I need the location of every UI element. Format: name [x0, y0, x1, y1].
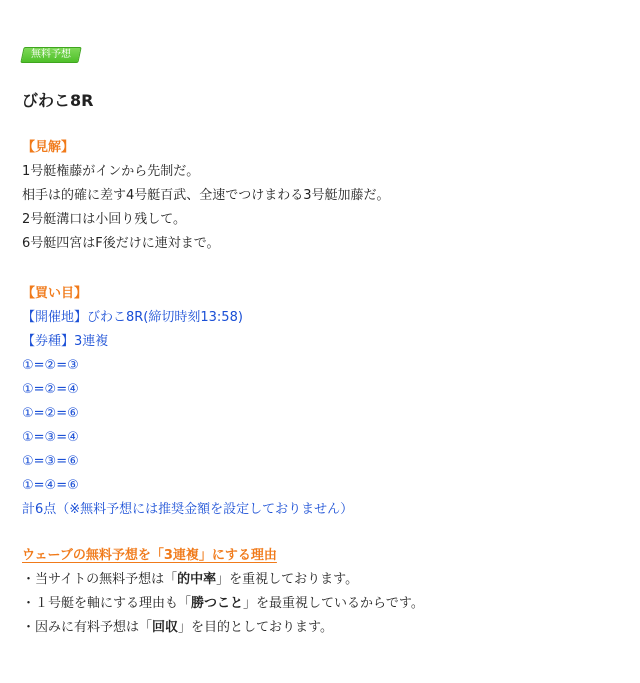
ticket-type: 【券種】3連複: [22, 334, 109, 349]
reason-text: 」を最重視しているからです。: [243, 596, 424, 611]
analysis-heading: 【見解】: [22, 140, 75, 155]
reason-text: ・１号艇を軸にする理由も「: [22, 596, 192, 611]
reason-heading: ウェーブの無料予想を「3連複」にする理由: [22, 548, 277, 563]
reason-text: ・因みに有料予想は「: [22, 620, 153, 635]
reason-emphasis: 勝つこと: [191, 596, 244, 611]
analysis-line: 6号艇四宮はF後だけに連対まで。: [22, 236, 220, 251]
analysis-line: 1号艇権藤がインから先制だ。: [22, 164, 200, 179]
reason-emphasis: 的中率: [177, 572, 217, 587]
analysis-section: [22, 136, 390, 256]
bet-combo: ①=③=⑥: [22, 454, 79, 469]
page-title: びわこ8R: [22, 91, 94, 110]
reason-emphasis: 回収: [152, 620, 179, 635]
bet-combo: ①=②=③: [22, 358, 79, 373]
bet-combo: ①=③=④: [22, 430, 79, 445]
venue-info: 【開催地】びわこ8R(締切時刻13:58): [22, 310, 243, 325]
bet-combo: ①=②=⑥: [22, 406, 79, 421]
bet-total: 計6点（※無料予想には推奨金額を設定しておりません）: [22, 502, 354, 517]
bets-section: [22, 282, 353, 522]
analysis-line: 相手は的確に差す4号艇百武、全速でつけまわる3号艇加藤だ。: [22, 188, 390, 203]
reason-text: 」を目的としております。: [178, 620, 333, 635]
reason-section: [22, 544, 424, 640]
bets-heading: 【買い目】: [22, 286, 88, 301]
reason-text: 」を重視しております。: [216, 572, 359, 587]
badge-label: 無料予想: [31, 49, 71, 60]
bet-combo: ①=②=④: [22, 382, 79, 397]
reason-item: [22, 568, 424, 592]
free-prediction-badge: [20, 47, 81, 63]
analysis-line: 2号艇溝口は小回り残して。: [22, 212, 187, 227]
bet-combo: ①=④=⑥: [22, 478, 79, 493]
reason-text: ・当サイトの無料予想は「: [22, 572, 178, 587]
reason-item: [22, 616, 424, 640]
reason-item: [22, 592, 424, 616]
